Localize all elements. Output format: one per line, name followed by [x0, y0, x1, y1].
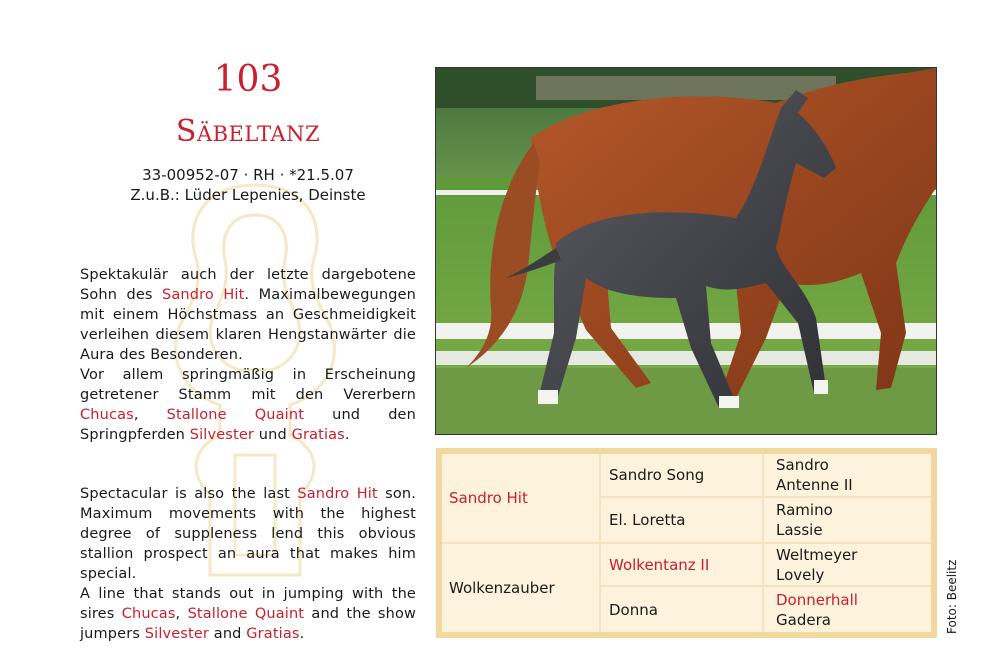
pedigree-dam-dam: Donna [609, 600, 658, 619]
pedigree-table [436, 448, 937, 638]
german-paragraph-1: Spektakulär auch der letzte dargebotene Sohn des Sandro Hit. Maximalbewegungen mit einem Höchstmass an Geschmeidigkeit verleihen diesem klaren Hengstanwärter die Aura des Besonderen. [80, 267, 416, 363]
pedigree-sire-dam: El. Loretta [609, 511, 686, 529]
horse-details [80, 165, 416, 205]
pedigree-ggp-1: Sandro Antenne II [776, 456, 853, 494]
sire-mention: Stallone Quaint [166, 407, 305, 423]
german-description [80, 265, 416, 445]
pedigree-sire: Sandro Hit [449, 489, 528, 507]
english-description [80, 484, 416, 644]
details-breeder: Z.u.B.: Lüder Lepenies, Deinste [130, 186, 366, 204]
german-paragraph-2: Vor allem springmäßig in Erscheinung getretener Stamm mit den Vererbern Chucas, Stallone Quaint und den Springpferden Silvester und Gratias. [80, 367, 416, 443]
pedigree-panel [442, 454, 931, 632]
sire-mention: Chucas [80, 407, 134, 423]
english-paragraph-1: Spectacular is also the last Sandro Hit son. Maximum movements with the highest degree of suppleness lend this obvious stallion prospect an aura that makes him special. [80, 486, 416, 582]
jumper-mention: Gratias [246, 626, 300, 642]
pedigree-sire-sire: Sandro Song [609, 466, 705, 484]
sire-mention: Stallone Quaint [187, 606, 305, 622]
photo-credit: Foto: Beelitz [945, 559, 959, 634]
jumper-mention: Gratias [291, 427, 345, 443]
horse-name: Säbeltanz [175, 114, 321, 149]
pedigree-ggp-3: Weltmeyer Lovely [776, 545, 858, 584]
horse-photo [435, 67, 937, 435]
sire-mention: Chucas [121, 606, 176, 622]
lot-number: 103 [213, 59, 283, 100]
sire-mention: Sandro Hit [297, 486, 378, 502]
details-registration: 33-00952-07 · RH · *21.5.07 [142, 166, 354, 184]
english-paragraph-2: A line that stands out in jumping with the sires Chucas, Stallone Quaint and the show jumpers Silvester and Gratias. [80, 586, 416, 642]
pedigree-ggp-2: Ramino Lassie [776, 501, 833, 539]
sire-mention: Sandro Hit [162, 287, 245, 303]
pedigree-ggp-4: Donnerhall Gadera [776, 590, 858, 629]
pedigree-dam: Wolkenzauber [449, 579, 555, 597]
jumper-mention: Silvester [144, 626, 210, 642]
jumper-mention: Silvester [189, 427, 255, 443]
pedigree-dam-sire: Wolkentanz II [609, 555, 710, 574]
